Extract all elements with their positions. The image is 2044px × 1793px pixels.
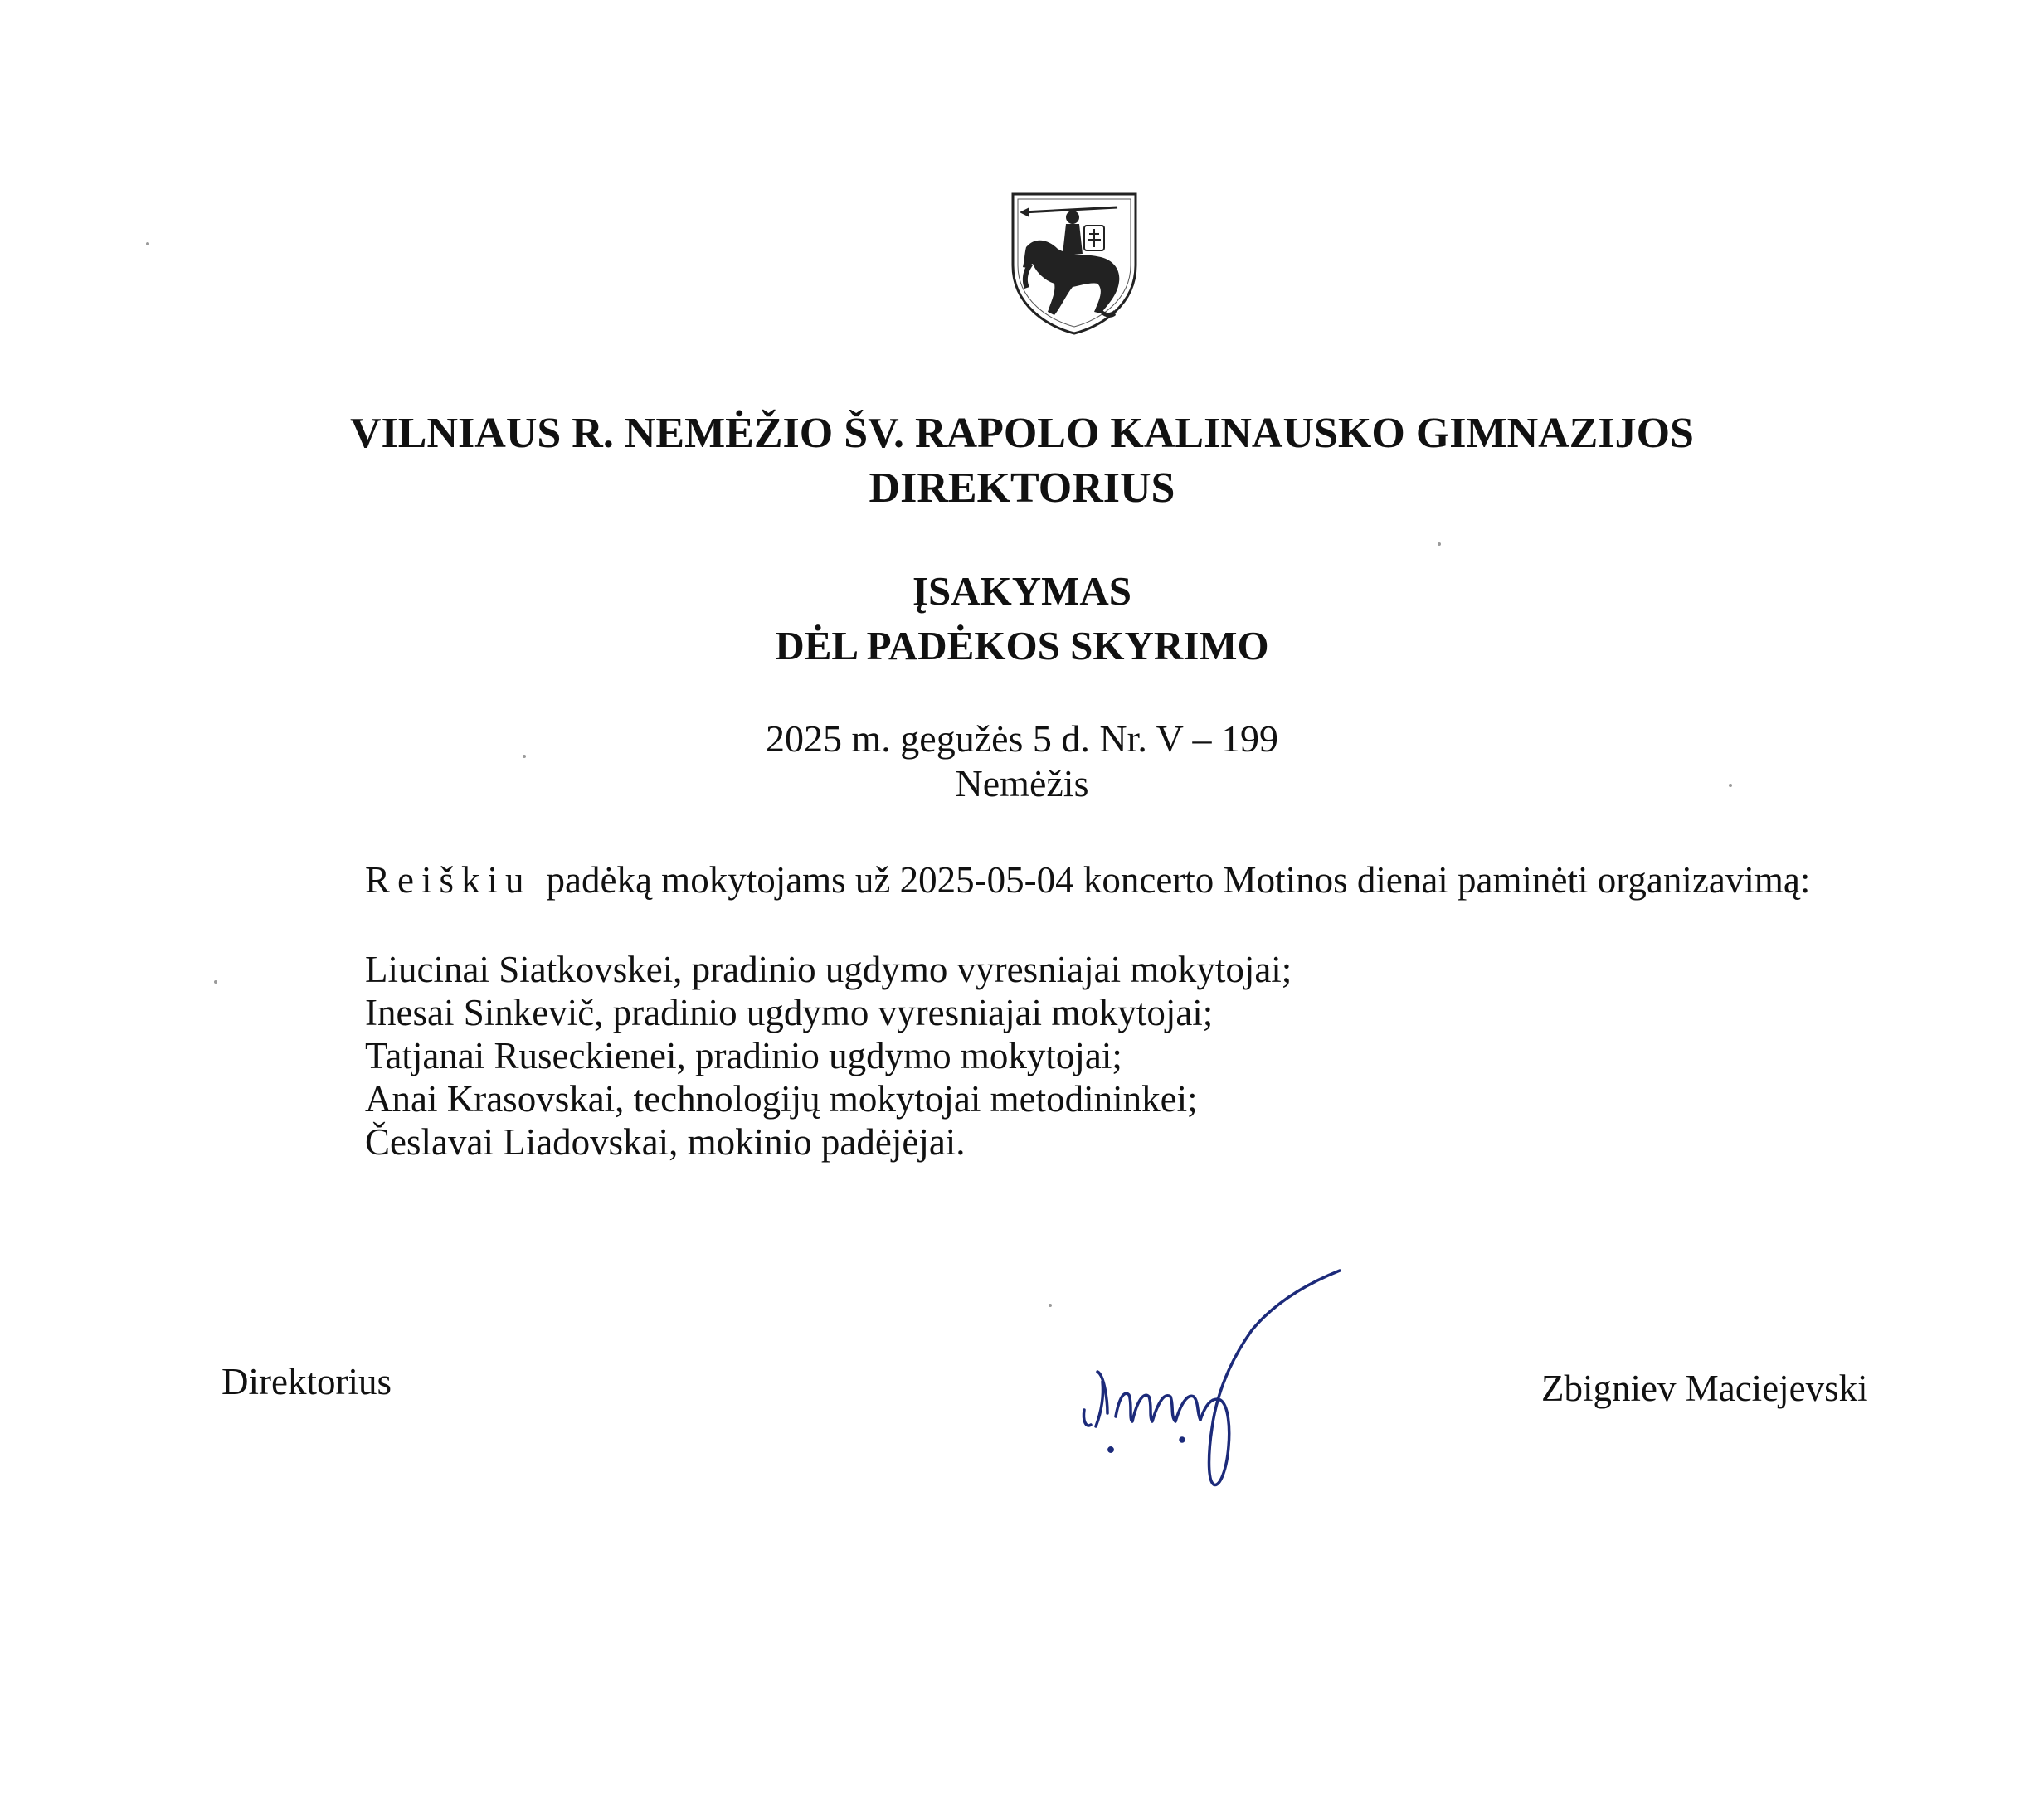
statement-text: padėką mokytojams už 2025-05-04 koncerto Motinos dienai paminėti organizavimą:: [546, 859, 1811, 901]
order-place: Nemėžis: [955, 762, 1089, 804]
signatory-role: Direktorius: [221, 1361, 392, 1402]
signatory-name: Zbigniev Maciejevski: [1541, 1368, 1868, 1409]
scan-speck: [523, 755, 526, 758]
organization-role: DIREKTORIUS: [869, 464, 1175, 512]
list-item: Inesai Sinkevič, pradinio ugdymo vyresniajai mokytojai;: [365, 992, 1214, 1033]
order-subject: DĖL PADĖKOS SKYRIMO: [775, 623, 1269, 668]
scan-speck: [146, 242, 149, 245]
list-item: Tatjanai Ruseckienei, pradinio ugdymo mokytojai;: [365, 1035, 1122, 1076]
order-type: ĮSAKYMAS: [912, 568, 1132, 614]
scan-speck: [1438, 542, 1441, 546]
handwritten-signature: [1066, 1251, 1429, 1499]
order-meta: [192, 717, 1852, 806]
statement-lead-word: Reiškiu: [365, 859, 532, 901]
organization-name: VILNIAUS R. NEMĖŽIO ŠV. RAPOLO KALINAUSKO GIMNAZIJOS: [350, 410, 1694, 457]
order-statement: [365, 857, 1810, 903]
scan-speck: [214, 980, 217, 984]
list-item: Liucinai Siatkovskei, pradinio ugdymo vyresniajai mokytojai;: [365, 949, 1292, 990]
scan-speck: [1729, 784, 1732, 787]
organization-title: [192, 406, 1852, 516]
list-item: Česlavai Liadovskai, mokinio padėjėjai.: [365, 1121, 966, 1163]
order-title: [192, 564, 1852, 673]
vytis-coat-of-arms-icon: [1008, 189, 1141, 337]
order-date-number: 2025 m. gegužės 5 d. Nr. V – 199: [766, 717, 1278, 760]
scan-speck: [1049, 1304, 1052, 1307]
list-item: Anai Krasovskai, technologijų mokytojai metodininkei;: [365, 1078, 1198, 1120]
recipients-list: [365, 948, 1292, 1164]
